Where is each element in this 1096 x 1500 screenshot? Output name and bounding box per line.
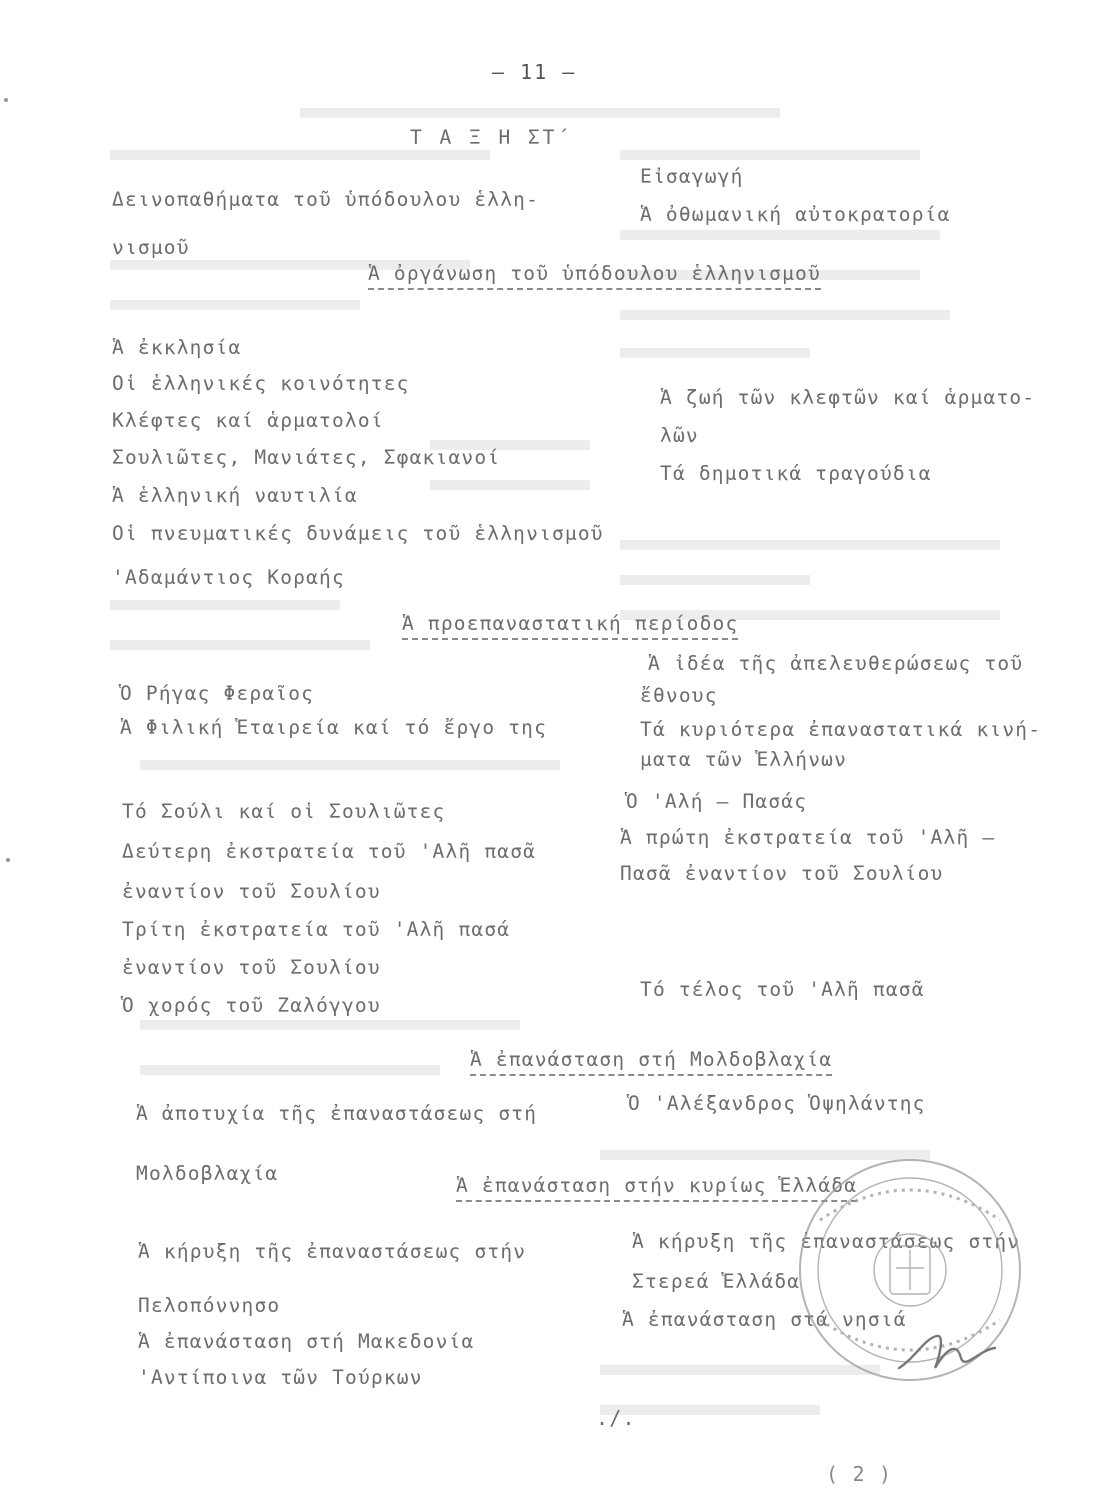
right-item: ματα τῶν Ἑλλήνων [640, 748, 848, 771]
section-title: Ἁ ἐπανάσταση στή Μολδοβλαχία [470, 1048, 832, 1072]
right-item: Τό τέλος τοῦ 'Αλῆ πασᾶ [640, 978, 925, 1001]
left-item: Κλέφτες καί ἁρματολοί [112, 409, 384, 432]
right-item: Ἁ ζωή τῶν κλεφτῶν καί ἁρματο- [660, 386, 1036, 409]
left-item: Μολδοβλαχία [136, 1162, 279, 1185]
left-item: Ὁ χορός τοῦ Ζαλόγγου [122, 994, 381, 1017]
right-item: ἔθνους [640, 684, 718, 707]
page-heading: Τ Α Ξ Η ΣΤ΄ [410, 126, 573, 149]
left-item: Τό Σούλι καί οἱ Σουλιῶτες [122, 800, 446, 823]
left-item: Ὁ Ρήγας Φεραῖος [120, 682, 315, 705]
margin-dot [6, 858, 10, 862]
right-item: Ὁ 'Αλή – Πασάς [626, 790, 808, 813]
left-item: Τρίτη ἐκστρατεία τοῦ 'Αλῆ πασά [122, 918, 511, 941]
left-item: Οἱ πνευματικές δυνάμεις τοῦ ἑλληνισμοῦ [112, 522, 604, 545]
section-title: Ἁ ὀργάνωση τοῦ ὑπόδουλου ἑλληνισμοῦ [368, 262, 821, 286]
left-item: Δεινοπαθήματα τοῦ ὑπόδουλου ἑλλη- [112, 188, 540, 211]
left-item: ἐναντίον τοῦ Σουλίου [122, 880, 381, 903]
left-item: ἐναντίον τοῦ Σουλίου [122, 956, 381, 979]
margin-dot [4, 98, 8, 102]
right-item: Τά δημοτικά τραγούδια [660, 462, 932, 485]
left-item: Ἁ ἀποτυχία τῆς ἐπαναστάσεως στή [136, 1102, 538, 1125]
right-item: Ἁ ἰδέα τῆς ἀπελευθερώσεως τοῦ [648, 652, 1024, 675]
right-item: Πασᾶ ἐναντίον τοῦ Σουλίου [620, 862, 944, 885]
left-item: Ἁ ἑλληνική ναυτιλία [112, 484, 358, 507]
page-number: – 11 – [492, 60, 577, 84]
section-title: Ἁ ἐπανάσταση στήν κυρίως Ἑλλάδα [456, 1174, 857, 1198]
section-title: Ἁ προεπαναστατική περίοδος [402, 612, 738, 636]
left-item: Ἁ ἐπανάσταση στή Μακεδονία [138, 1330, 475, 1353]
right-item: Ἁ ὀθωμανική αὐτοκρατορία [640, 203, 951, 226]
left-item: Ἁ ἐκκλησία [112, 336, 242, 359]
signature-mark [895, 1328, 1005, 1378]
footer-mark: ( 2 ) [826, 1462, 893, 1486]
left-item: Πελοπόννησο [138, 1294, 281, 1317]
right-item: Τά κυριότερα ἐπαναστατικά κινή- [640, 718, 1042, 741]
left-item: Ἁ κήρυξη τῆς ἐπαναστάσεως στήν [138, 1240, 527, 1263]
right-item: Ὁ 'Αλέξανδρος Ὁψηλάντης [628, 1092, 926, 1115]
right-item: Εἰσαγωγή [640, 165, 744, 188]
right-item: λῶν [660, 424, 699, 447]
left-item: 'Αντίποινα τῶν Τούρκων [138, 1366, 423, 1389]
right-item: Στερεά Ἑλλάδα [632, 1270, 801, 1293]
right-item: Ἁ ἐπανάσταση στά νησιά [622, 1308, 907, 1331]
right-item: Ἁ κήρυξη τῆς ἐπαναστάσεως στήν [632, 1230, 1021, 1253]
right-item: Ἁ πρώτη ἐκστρατεία τοῦ 'Αλῆ – [620, 826, 996, 849]
left-item: νισμοῦ [112, 236, 190, 259]
left-item: Οἱ ἑλληνικές κοινότητες [112, 372, 410, 395]
left-item: Σουλιῶτες, Μανιάτες, Σφακιανοί [112, 446, 501, 469]
left-item: 'Αδαμάντιος Κοραής [112, 566, 345, 589]
left-item: Ἁ Φιλική Ἑταιρεία καί τό ἔργο της [120, 716, 548, 739]
end-mark: ./. [596, 1406, 636, 1430]
left-item: Δεύτερη ἐκστρατεία τοῦ 'Αλῆ πασᾶ [122, 840, 537, 863]
